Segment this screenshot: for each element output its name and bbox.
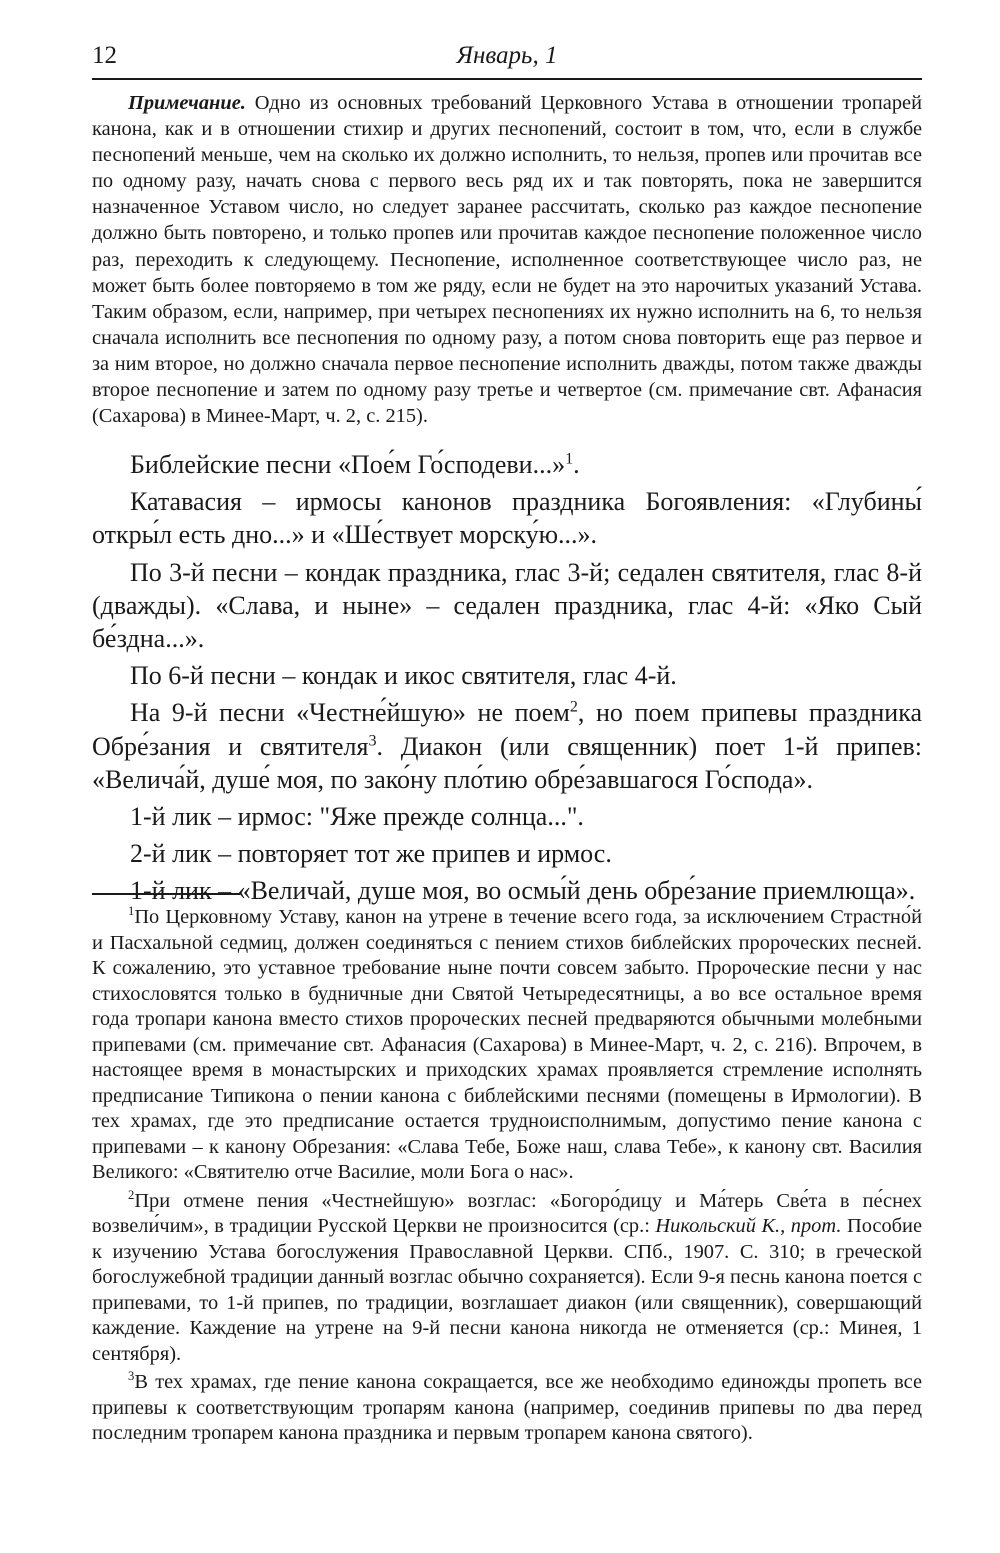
footnote-text: По Церковному Уставу, канон на утрене в течение всего года, за исключением Страстно́й и Пасхальной седмиц, должен соединяться с пением стихов библейских пророческих песней. К сожалению, это уставное требование ныне почти совсем забыто. Пророческие песни у нас стихословятся только в будничные дни Святой Четыредесятницы, а во все остальное время года тропари канона вместо стихов пророческих песней предваряются обычными молебными припевами (см. примечание свт. Афанасия (Сахарова) в Минее-Март, ч. 2, с. 216). Впрочем, в настоящее время в монастырских и приходских храмах проявляется стремление исполнять предписание Типикона о пении канона с библейскими песнями (помещены в Ирмологии). В тех храмах, где это предписание остается трудноисполнимым, допустимо пение канона с припевами – к канону Обрезания: «Слава Тебе, Боже наш, слава Тебе», к канону свт. Василия Великого: «Святителю отче Василие, моли Бога о нас». bbox=[92, 906, 922, 1183]
text: . bbox=[573, 450, 580, 479]
paragraph-choir-1-repeat: 1-й лик – «Величай, душе моя, во осмы́й день обре́зание приемлюща». bbox=[130, 876, 916, 906]
text: На 9-й песни «Честне́йшую» не поем bbox=[130, 698, 570, 728]
footnote-1 bbox=[92, 905, 922, 1186]
paragraph-choir-2: 2-й лик – повторяет тот же припев и ирмос. bbox=[130, 839, 612, 869]
note-block bbox=[92, 90, 922, 429]
note-label: Примечание. bbox=[128, 92, 246, 114]
paragraph-ode-6: По 6-й песни – кондак и икос святителя, глас 4-й. bbox=[130, 661, 677, 691]
page-number: 12 bbox=[92, 42, 117, 69]
footnote-ref-1: 1 bbox=[565, 450, 574, 468]
footnotes bbox=[92, 905, 922, 1450]
paragraph-ode-3: По 3-й песни – кондак праздника, глас 3-й; седален святителя, глас 8-й (дважды). «Слава, и ныне» – седален праздника, глас 4-й: «Яко Сый бе́здна...». bbox=[92, 557, 922, 654]
page-header bbox=[92, 40, 922, 80]
paragraph-choir-1: 1-й лик – ирмос: "Яже прежде солнца...". bbox=[130, 802, 584, 832]
footnote-3 bbox=[92, 1370, 922, 1447]
footnote-text: В тех храмах, где пение канона сокращается, все же необходимо единожды пропеть все припевы к соответствующим тропарям канона (например, соединив припевы по два перед последним тропарем канона праздника и первым тропарем канона святого). bbox=[92, 1371, 922, 1444]
note-text: Одно из основных требований Церковного Устава в отношении тропарей канона, как и в отношении стихир и других песнопений, состоит в том, что, если в службе песнопений меньше, чем на сколько их должно исполнить, то нельзя, пропев или прочитав все по одному разу, начать снова с первого весь ряд их и так повторять, пока не завершится назначенное Уставом число, но следует заранее рассчитать, сколько раз каждое песнопение должно быть повторено, и только пропев или прочитав каждое песнопение положенное число раз, переходить к следующему. Песнопение, исполненное соответствующее число раз, не может быть более повторяемо в том же ряду, если не будет на это нарочитых указаний Устава. Таким образом, если, например, при четырех песнопениях их нужно исполнить на 6, то нельзя сначала исполнить все песнопения по одному разу, а потом снова повторить еще раз первое и за ним второе, но должно сначала первое песнопение исполнить дважды, потом также дважды второе песнопение и затем по одному разу третье и четвертое (см. примечание свт. Афанасия (Сахарова) в Минее-Март, ч. 2, с. 215). bbox=[92, 92, 922, 428]
footnote-ref-2: 2 bbox=[569, 698, 578, 716]
footnote-number: 3 bbox=[128, 1369, 135, 1384]
footnote-2 bbox=[92, 1189, 922, 1368]
text: , но поем припевы праздника Обре́зания и святителя bbox=[92, 698, 922, 761]
running-title: Январь, 1 bbox=[456, 42, 558, 69]
footnote-author: Никольский К., прот. bbox=[655, 1215, 842, 1237]
text: . Диакон (или священник) поет 1-й припев: «Велича́й, душе́ моя, по зако́ну пло́тию обре́завшагося Го́спода». bbox=[92, 731, 922, 794]
footnote-text: Пособие к изучению Устава богослужения Православной Церкви. СПб., 1907. С. 310; в греческой богослужебной традиции данный возглас обычно сохраняется). Если 9-я песнь канона поется с припевами, то 1-й припев, по традиции, возглашает диакон (или священник), совершающий каждение. Каждение на утрене на 9-й песни канона никогда не отменяется (ср.: Минея, 1 сентября). bbox=[92, 1215, 922, 1365]
footnote-number: 2 bbox=[128, 1187, 135, 1202]
footnote-number: 1 bbox=[128, 904, 135, 919]
paragraph-biblical-songs bbox=[92, 448, 922, 481]
paragraph-katavasia: Катавасия – ирмосы канонов праздника Богоявления: «Глубины́ откры́л есть дно...» и «Ше́ствует морску́ю...». bbox=[92, 487, 922, 550]
footnote-divider bbox=[92, 893, 240, 895]
footnote-ref-3: 3 bbox=[368, 731, 377, 749]
note-paragraph bbox=[92, 90, 922, 429]
text: Библейские песни «Пое́м Го́сподеви...» bbox=[130, 450, 566, 479]
footnote-text: При отмене пения «Честнейшую» возглас: «Богоро́дицу и Ма́терь Све́та в пе́снех возвели́чим», в традиции Русской Церкви не произносится (ср.: bbox=[92, 1189, 922, 1237]
paragraph-ode-9 bbox=[92, 696, 922, 796]
main-text bbox=[92, 448, 922, 912]
